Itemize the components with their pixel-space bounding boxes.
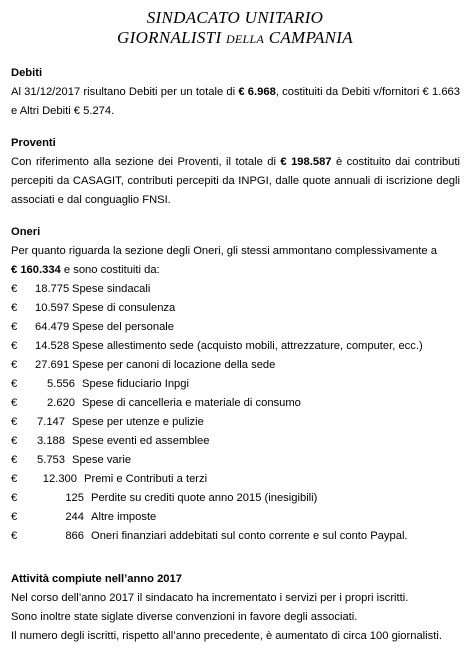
debiti-total: € 6.968 [238,86,276,98]
document-body [11,64,460,646]
proventi-text-post: è costituito dai contributi percepiti da CASAGIT, contributi percepiti da INPGI, dalle quote annuali di iscrizione degli associati e dal conguaglio FNSI. [11,156,460,206]
item-amount: 2.620 [47,397,75,409]
oneri-intro: Per quanto riguarda la sezione degli Oneri, gli stessi ammontano complessivamente a [11,245,437,257]
currency-symbol: € [11,435,18,447]
item-amount: 244 [65,511,84,523]
item-amount: 125 [65,492,84,504]
list-item [11,527,460,546]
item-amount: 866 [65,530,84,542]
item-amount: 7.147 [37,416,65,428]
item-description: Premi e Contributi a terzi [84,473,208,485]
currency-symbol: € [11,511,18,523]
currency-symbol: € [11,397,18,409]
attivita-line-3: Il numero degli iscritti, rispetto all’anno precedente, è aumentato di circa 100 giornalisti. [11,630,442,642]
item-amount: 5.753 [37,454,65,466]
item-description: Spese sindacali [72,283,151,295]
list-item [11,318,460,337]
oneri-total-line [11,261,460,280]
header-title-line-2 [0,28,470,48]
list-item [11,470,460,489]
item-description: Spese del personale [72,321,175,333]
currency-symbol: € [11,530,18,542]
item-description: Altre imposte [91,511,157,523]
debiti-text-pre: Al 31/12/2017 risultano Debiti per un totale di [11,86,239,98]
currency-symbol: € [11,492,18,504]
item-amount: 64.479 [35,321,70,333]
currency-symbol: € [11,283,18,295]
section-title-debiti: Debiti [11,67,43,79]
item-amount: 14.528 [35,340,70,352]
oneri-list [11,280,460,546]
proventi-paragraph [11,153,460,210]
item-description: Oneri finanziari addebitati sul conto corrente e sul conto Paypal. [91,530,408,542]
currency-symbol: € [11,473,18,485]
item-amount: 18.775 [35,283,70,295]
header-line-2-della: della [225,28,265,47]
list-item [11,432,460,451]
list-item [11,489,460,508]
debiti-paragraph [11,83,460,121]
item-description: Spese per utenze e pulizie [72,416,204,428]
item-description: Spese eventi ed assemblee [72,435,210,447]
section-title-proventi: Proventi [11,137,56,149]
list-item [11,280,460,299]
item-amount: 27.691 [35,359,70,371]
list-item [11,356,460,375]
attivita-line-1: Nel corso dell’anno 2017 il sindacato ha incrementato i servizi per i propri iscritti. [11,592,409,604]
currency-symbol: € [11,359,18,371]
list-item [11,394,460,413]
header-line-2-part-1: GIORNALISTI [117,28,226,47]
list-item [11,508,460,527]
currency-symbol: € [11,321,18,333]
list-item [11,299,460,318]
list-item [11,451,460,470]
proventi-text-pre: Con riferimento alla sezione dei Proventi, il totale di [11,156,281,168]
oneri-total-post: e sono costituiti da: [60,264,160,276]
proventi-total: € 198.587 [280,156,332,168]
section-title-oneri: Oneri [11,226,41,238]
currency-symbol: € [11,454,18,466]
header-line-2-part-2: CAMPANIA [264,28,353,47]
list-item [11,413,460,432]
item-description: Spese di cancelleria e materiale di consumo [82,397,301,409]
item-amount: 10.597 [35,302,70,314]
list-item [11,375,460,394]
header-title-line-1: SINDACATO UNITARIO [146,8,324,27]
item-amount: 5.556 [47,378,75,390]
currency-symbol: € [11,340,18,352]
item-description: Spese fiduciario Inpgi [82,378,189,390]
document-header [0,0,470,48]
currency-symbol: € [11,302,18,314]
currency-symbol: € [11,378,18,390]
oneri-total: € 160.334 [11,264,61,276]
item-amount: 12.300 [42,473,77,485]
list-item [11,337,460,356]
item-description: Spese varie [72,454,132,466]
item-description: Spese per canoni di locazione della sede [72,359,276,371]
debiti-text-post: , costituiti da Debiti v/fornitori € 1.663 e Altri Debiti € 5.274. [11,86,460,117]
attivita-line-2: Sono inoltre state siglate diverse convenzioni in favore degli associati. [11,611,358,623]
item-description: Perdite su crediti quote anno 2015 (inesigibili) [91,492,318,504]
currency-symbol: € [11,416,18,428]
item-description: Spese allestimento sede (acquisto mobili, attrezzature, computer, ecc.) [72,340,423,352]
item-description: Spese di consulenza [72,302,176,314]
section-title-attivita: Attività compiute nell’anno 2017 [11,573,182,585]
item-amount: 3.188 [37,435,65,447]
